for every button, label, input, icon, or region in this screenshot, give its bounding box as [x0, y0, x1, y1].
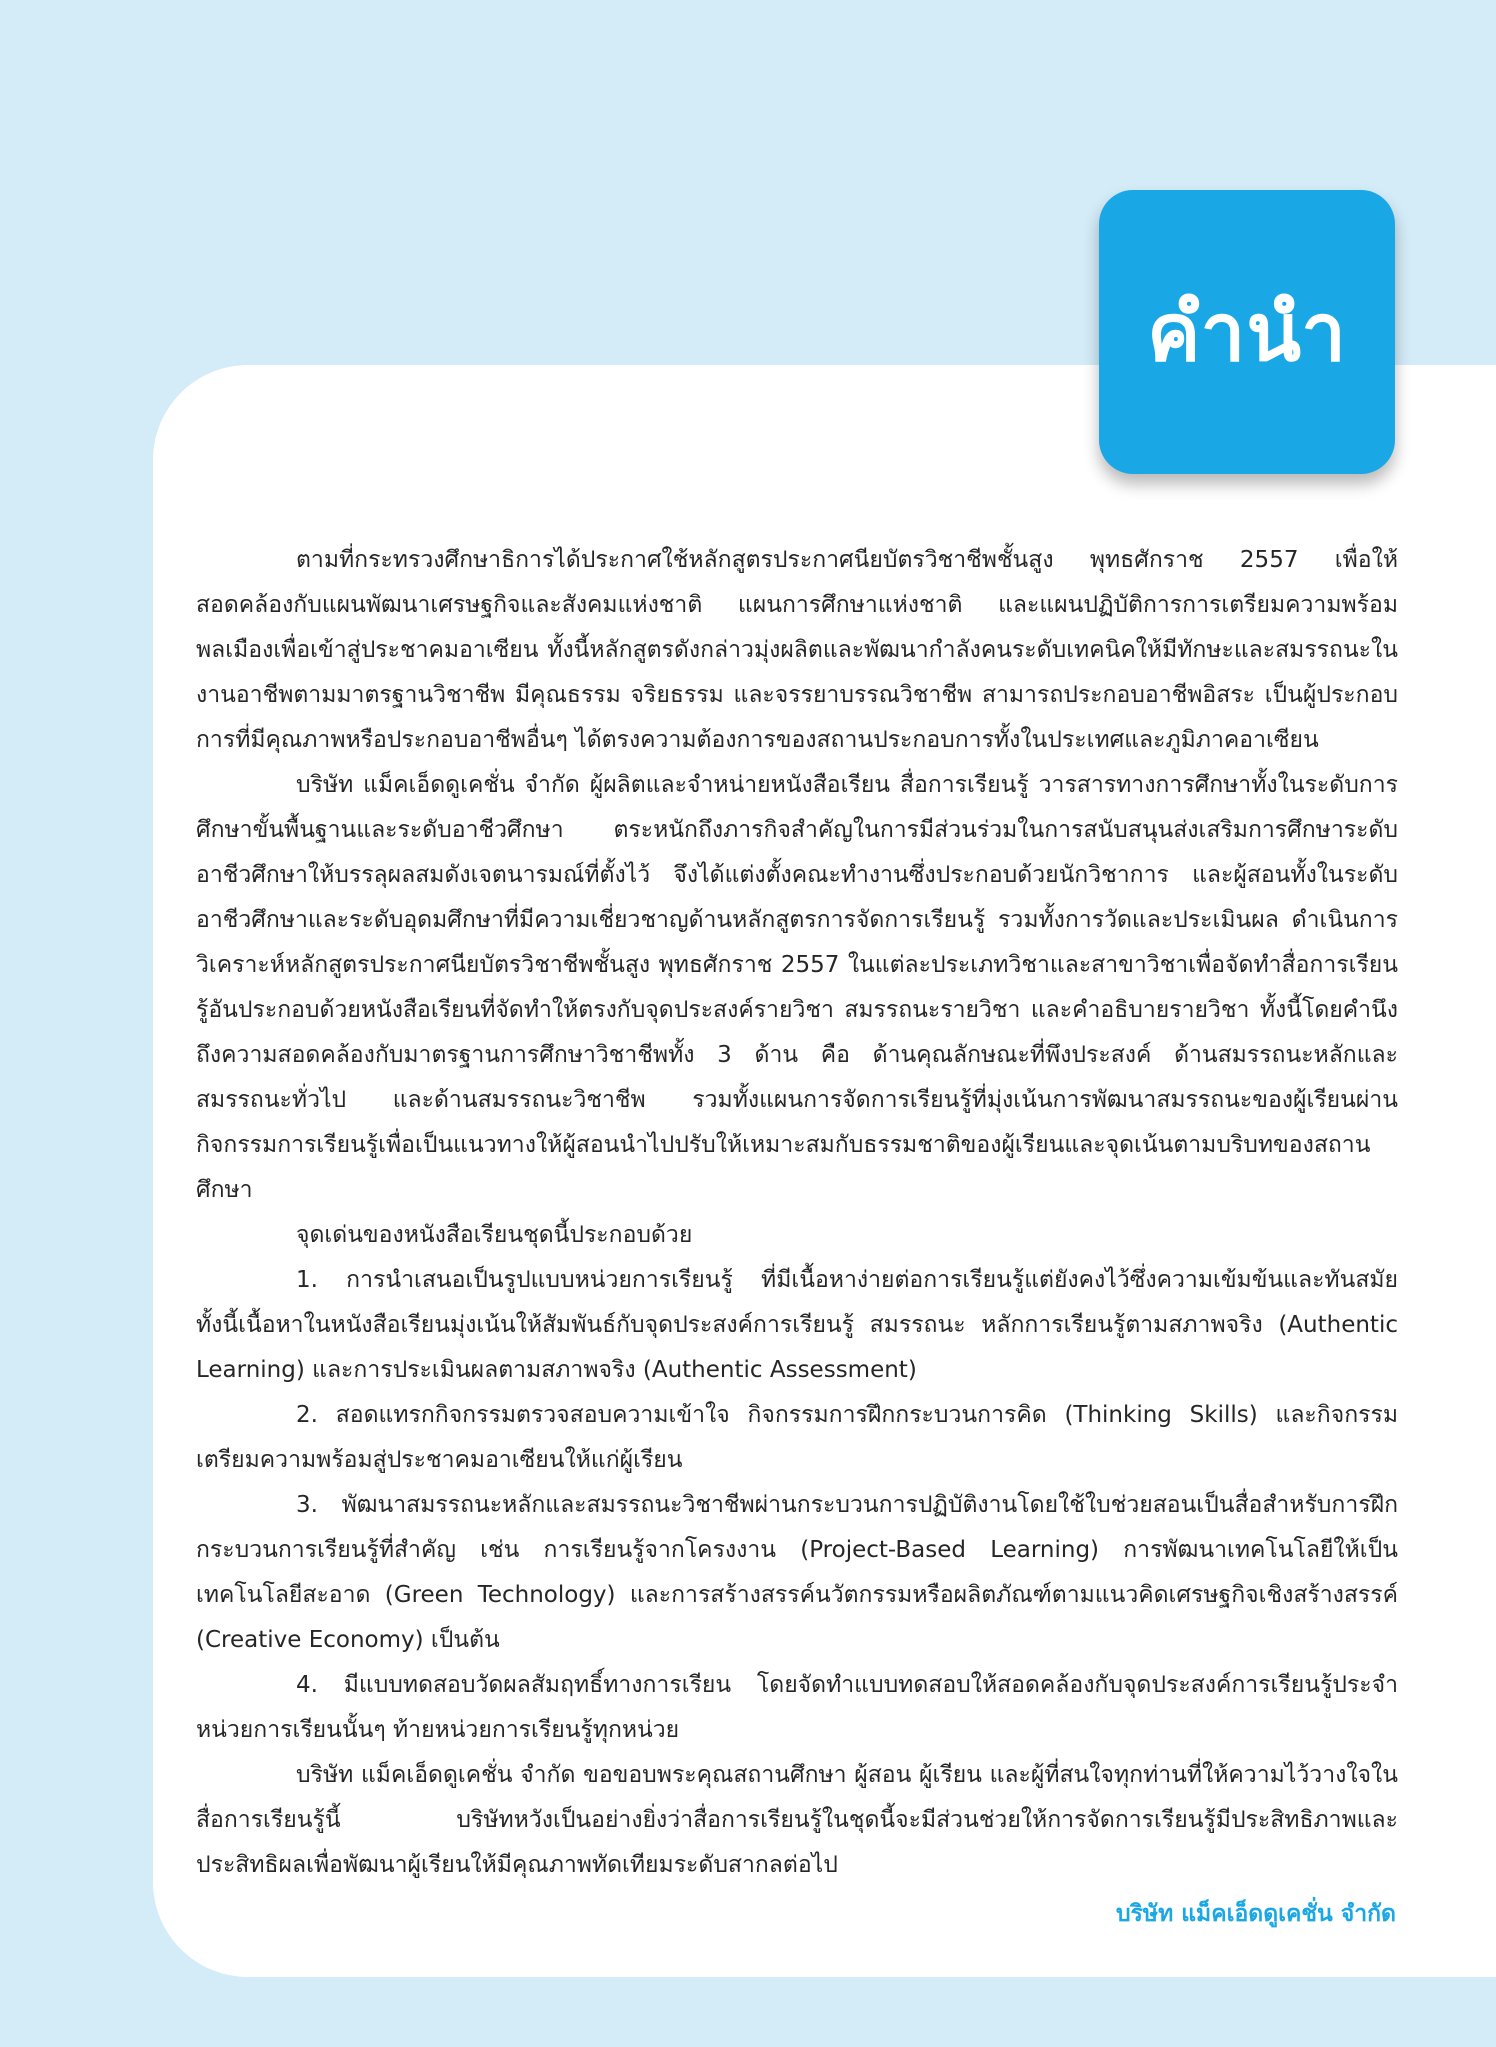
- paragraph-highlight-2: 2. สอดแทรกกิจกรรมตรวจสอบความเข้าใจ กิจกรรมการฝึกกระบวนการคิด (Thinking Skills) และกิจกรรมเตรียมความพร้อมสู่ประชาคมอาเซียนให้แก่ผู้เรียน: [196, 1402, 1398, 1473]
- paragraph-highlight-4: 4. มีแบบทดสอบวัดผลสัมฤทธิ์ทางการเรียน โดยจัดทำแบบทดสอบให้สอดคล้องกับจุดประสงค์การเรียนรู้ประจำหน่วยการเรียนนั้นๆ ท้ายหน่วยการเรียนรู้ทุกหน่วย: [196, 1672, 1398, 1743]
- company-signature: บริษัท แม็คเอ็ดดูเคชั่น จำกัด: [1115, 1901, 1396, 1927]
- paragraph-thanks: บริษัท แม็คเอ็ดดูเคชั่น จำกัด ขอขอบพระคุณสถานศึกษา ผู้สอน ผู้เรียน และผู้ที่สนใจทุกท่านที่ให้ความไว้วางใจในสื่อการเรียนรู้นี้ บริษัทหวังเป็นอย่างยิ่งว่าสื่อการเรียนรู้ในชุดนี้จะมีส่วนช่วยให้การจัดการเรียนรู้มีประสิทธิภาพและประสิทธิผลเพื่อพัฒนาผู้เรียนให้มีคุณภาพทัดเทียมระดับสากลต่อไป: [196, 1762, 1398, 1878]
- paragraph-highlight-3: 3. พัฒนาสมรรถนะหลักและสมรรถนะวิชาชีพผ่านกระบวนการปฏิบัติงานโดยใช้ใบช่วยสอนเป็นสื่อสำหรับการฝึกกระบวนการเรียนรู้ที่สำคัญ เช่น การเรียนรู้จากโครงงาน (Project-Based Learning) การพัฒนาเทคโนโลยีให้เป็นเทคโนโลยีสะอาด (Green Technology) และการสร้างสรรค์นวัตกรรมหรือผลิตภัณฑ์ตามแนวคิดเศรษฐกิจเชิงสร้างสรรค์ (Creative Economy) เป็นต้น: [196, 1492, 1398, 1653]
- paragraph-highlight-1: 1. การนำเสนอเป็นรูปแบบหน่วยการเรียนรู้ ที่มีเนื้อหาง่ายต่อการเรียนรู้แต่ยังคงไว้ซึ่งความเข้มข้นและทันสมัย ทั้งนี้เนื้อหาในหนังสือเรียนมุ่งเน้นให้สัมพันธ์กับจุดประสงค์การเรียนรู้ สมรรถนะ หลักการเรียนรู้ตามสภาพจริง (Authentic Learning) และการประเมินผลตามสภาพจริง (Authentic Assessment): [196, 1267, 1398, 1383]
- page-title: คำนำ: [1146, 285, 1348, 379]
- preface-body: [196, 538, 1398, 1888]
- title-badge: [1099, 190, 1395, 474]
- paragraph-highlights-heading: จุดเด่นของหนังสือเรียนชุดนี้ประกอบด้วย: [296, 1222, 693, 1248]
- paragraph-intro: ตามที่กระทรวงศึกษาธิการได้ประกาศใช้หลักสูตรประกาศนียบัตรวิชาชีพชั้นสูง พุทธศักราช 2557 เพื่อให้สอดคล้องกับแผนพัฒนาเศรษฐกิจและสังคมแห่งชาติ แผนการศึกษาแห่งชาติ และแผนปฏิบัติการการเตรียมความพร้อมพลเมืองเพื่อเข้าสู่ประชาคมอาเซียน ทั้งนี้หลักสูตรดังกล่าวมุ่งผลิตและพัฒนากำลังคนระดับเทคนิคให้มีทักษะและสมรรถนะในงานอาชีพตามมาตรฐานวิชาชีพ มีคุณธรรม จริยธรรม และจรรยาบรรณวิชาชีพ สามารถประกอบอาชีพอิสระ เป็นผู้ประกอบการที่มีคุณภาพหรือประกอบอาชีพอื่นๆ ได้ตรงความต้องการของสถานประกอบการทั้งในประเทศและภูมิภาคอาเซียน: [196, 547, 1398, 753]
- paragraph-company: บริษัท แม็คเอ็ดดูเคชั่น จำกัด ผู้ผลิตและจำหน่ายหนังสือเรียน สื่อการเรียนรู้ วารสารทางการศึกษาทั้งในระดับการศึกษาขั้นพื้นฐานและระดับอาชีวศึกษา ตระหนักถึงภารกิจสำคัญในการมีส่วนร่วมในการสนับสนุนส่งเสริมการศึกษาระดับอาชีวศึกษาให้บรรลุผลสมดังเจตนารมณ์ที่ตั้งไว้ จึงได้แต่งตั้งคณะทำงานซึ่งประกอบด้วยนักวิชาการ และผู้สอนทั้งในระดับอาชีวศึกษาและระดับอุดมศึกษาที่มีความเชี่ยวชาญด้านหลักสูตรการจัดการเรียนรู้ รวมทั้งการวัดและประเมินผล ดำเนินการวิเคราะห์หลักสูตรประกาศนียบัตรวิชาชีพชั้นสูง พุทธศักราช 2557 ในแต่ละประเภทวิชาและสาขาวิชาเพื่อจัดทำสื่อการเรียนรู้อันประกอบด้วยหนังสือเรียนที่จัดทำให้ตรงกับจุดประสงค์รายวิชา สมรรถนะรายวิชา และคำอธิบายรายวิชา ทั้งนี้โดยคำนึงถึงความสอดคล้องกับมาตรฐานการศึกษาวิชาชีพทั้ง 3 ด้าน คือ ด้านคุณลักษณะที่พึงประสงค์ ด้านสมรรถนะหลักและสมรรถนะทั่วไป และด้านสมรรถนะวิชาชีพ รวมทั้งแผนการจัดการเรียนรู้ที่มุ่งเน้นการพัฒนาสมรรถนะของผู้เรียนผ่านกิจกรรมการเรียนรู้เพื่อเป็นแนวทางให้ผู้สอนนำไปปรับให้เหมาะสมกับธรรมชาติของผู้เรียนและจุดเน้นตามบริบทของสถานศึกษา: [196, 772, 1398, 1203]
